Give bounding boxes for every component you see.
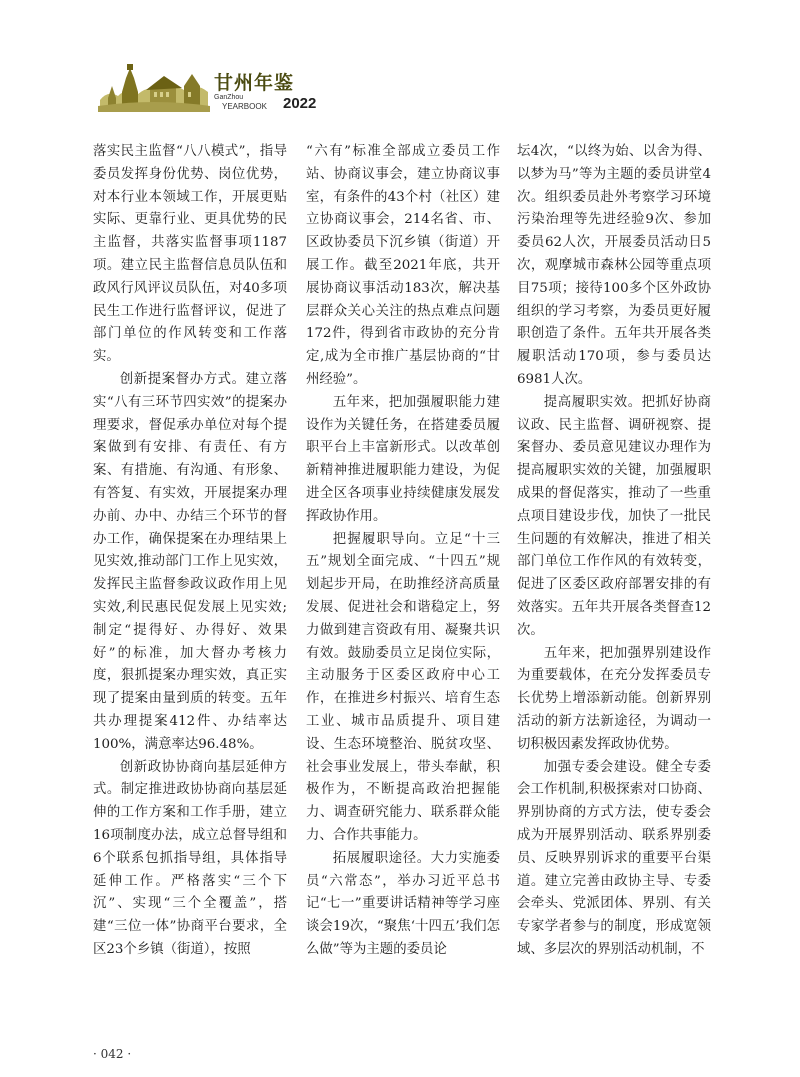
- yearbook-year: 2022: [283, 95, 317, 112]
- page-header: [0, 0, 800, 120]
- paragraph: 落实民主监督“八八模式”，指导委员发挥身份优势、岗位优势，对本行业本领域工作，开展更贴实际、更靠行业、更具优势的民主监督，共落实监督事项1187项。建立民主监督信息员队伍和政风行风评议员队伍，对40多项民生工作进行监督评议，促进了部门单位的作风转变和工作落实。: [93, 144, 287, 365]
- yearbook-brand-english-line1: GanZhou: [214, 94, 244, 101]
- city-skyline-logo: [98, 56, 210, 112]
- text-column-3: [517, 141, 711, 1041]
- paragraph: 提高履职实效。把抓好协商议政、民主监督、调研视察、提案督办、委员意见建议办理作为提高履职实效的关键，加强履职成果的督促落实，推动了一些重点项目建设步伐，加快了一批民生问题的有效解决，推进了相关部门单位工作作风的有效转变，促进了区委区政府部署安排的有效落实。五年共开展各类督查12次。: [517, 394, 711, 638]
- text-column-1: [93, 141, 287, 1041]
- yearbook-brand-chinese: 甘州年鉴: [214, 72, 295, 94]
- text-column-2: [306, 141, 500, 1041]
- paragraph: “六有”标准全部成立委员工作站、协商议事会，建立协商议事室，有条件的43个村（社区）建立协商议事会，214名省、市、区政协委员下沉乡镇（街道）开展工作。截至2021年底，共开展协商议事活动183次，解决基层群众关心关注的热点难点问题172件，得到省市政协的充分肯定,成为全市推广基层协商的“甘州经验”。: [306, 144, 500, 387]
- paragraph: 创新提案督办方式。建立落实“八有三环节四实效”的提案办理要求，督促承办单位对每个提案做到有安排、有责任、有方案、有措施、有沟通、有形象、有答复、有实效，开展提案办理办前、办中、办结三个环节的督办工作，确保提案在办理结果上见实效,推动部门工作上见实效，发挥民主监督参政议政作用上见实效,利民惠民促发展上见实效;制定“提得好、办得好、效果好”的标准，加大督办考核力度，狠抓提案办理实效，真正实现了提案由量到质的转变。五年共办理提案412件、办结率达100%，满意率达96.48%。: [93, 371, 287, 752]
- paragraph: 五年来，把加强履职能力建设作为关键任务，在搭建委员履职平台上丰富新形式。以改革创新精神推进履职能力建设，为促进全区各项事业持续健康发展发挥政协作用。: [306, 394, 500, 524]
- paragraph: 拓展履职途径。大力实施委员“六常态”，举办习近平总书记“七一”重要讲话精神等学习座谈会19次，“聚焦‘十四五’我们怎么做”等为主题的委员论: [306, 850, 500, 957]
- paragraph: 坛4次，“以终为始、以舍为得、以梦为马”等为主题的委员讲堂4次。组织委员赴外考察学习环境污染治理等先进经验9次、参加委员62人次，开展委员活动日5次，观摩城市森林公园等重点项目75项；接待100多个区外政协组织的学习考察，为委员更好履职创造了条件。五年共开展各类履职活动170项，参与委员达6981人次。: [517, 144, 711, 387]
- paragraph: 五年来，把加强界别建设作为重要载体，在充分发挥委员专长优势上增添新动能。创新界别活动的新方法新途径，为调动一切积极因素发挥政协优势。: [517, 645, 711, 752]
- paragraph: 加强专委会建设。健全专委会工作机制,积极探索对口协商、界别协商的方式方法，使专委会成为开展界别活动、联系界别委员、反映界别诉求的重要平台渠道。建立完善由政协主导、专委会牵头、党派团体、界别、有关专家学者参与的制度，形成宽领域、多层次的界别活动机制，不: [517, 759, 711, 957]
- paragraph: 创新政协协商向基层延伸方式。制定推进政协协商向基层延伸的工作方案和工作手册，建立16项制度办法，成立总督导组和6个联系包抓指导组，具体指导延伸工作。严格落实“三个下沉”、实现“三个全覆盖”，搭建“三位一体”协商平台要求，全区23个乡镇（街道），按照: [93, 759, 287, 957]
- paragraph: 把握履职导向。立足“十三五”规划全面完成、“十四五”规划起步开局，在助推经济高质量发展、促进社会和谐稳定上，努力做到建言资政有用、凝聚共识有效。鼓励委员立足岗位实际，主动服务于区委区政府中心工作，在推进乡村振兴、培育生态工业、城市品质提升、项目建设、生态环境整治、脱贫攻坚、社会事业发展上，带头奉献，积极作为，不断提高政治把握能力、调查研究能力、联系群众能力、合作共事能力。: [306, 531, 500, 843]
- page-number: · 042 ·: [93, 1047, 132, 1061]
- yearbook-brand-english-line2: YEARBOOK: [222, 102, 267, 111]
